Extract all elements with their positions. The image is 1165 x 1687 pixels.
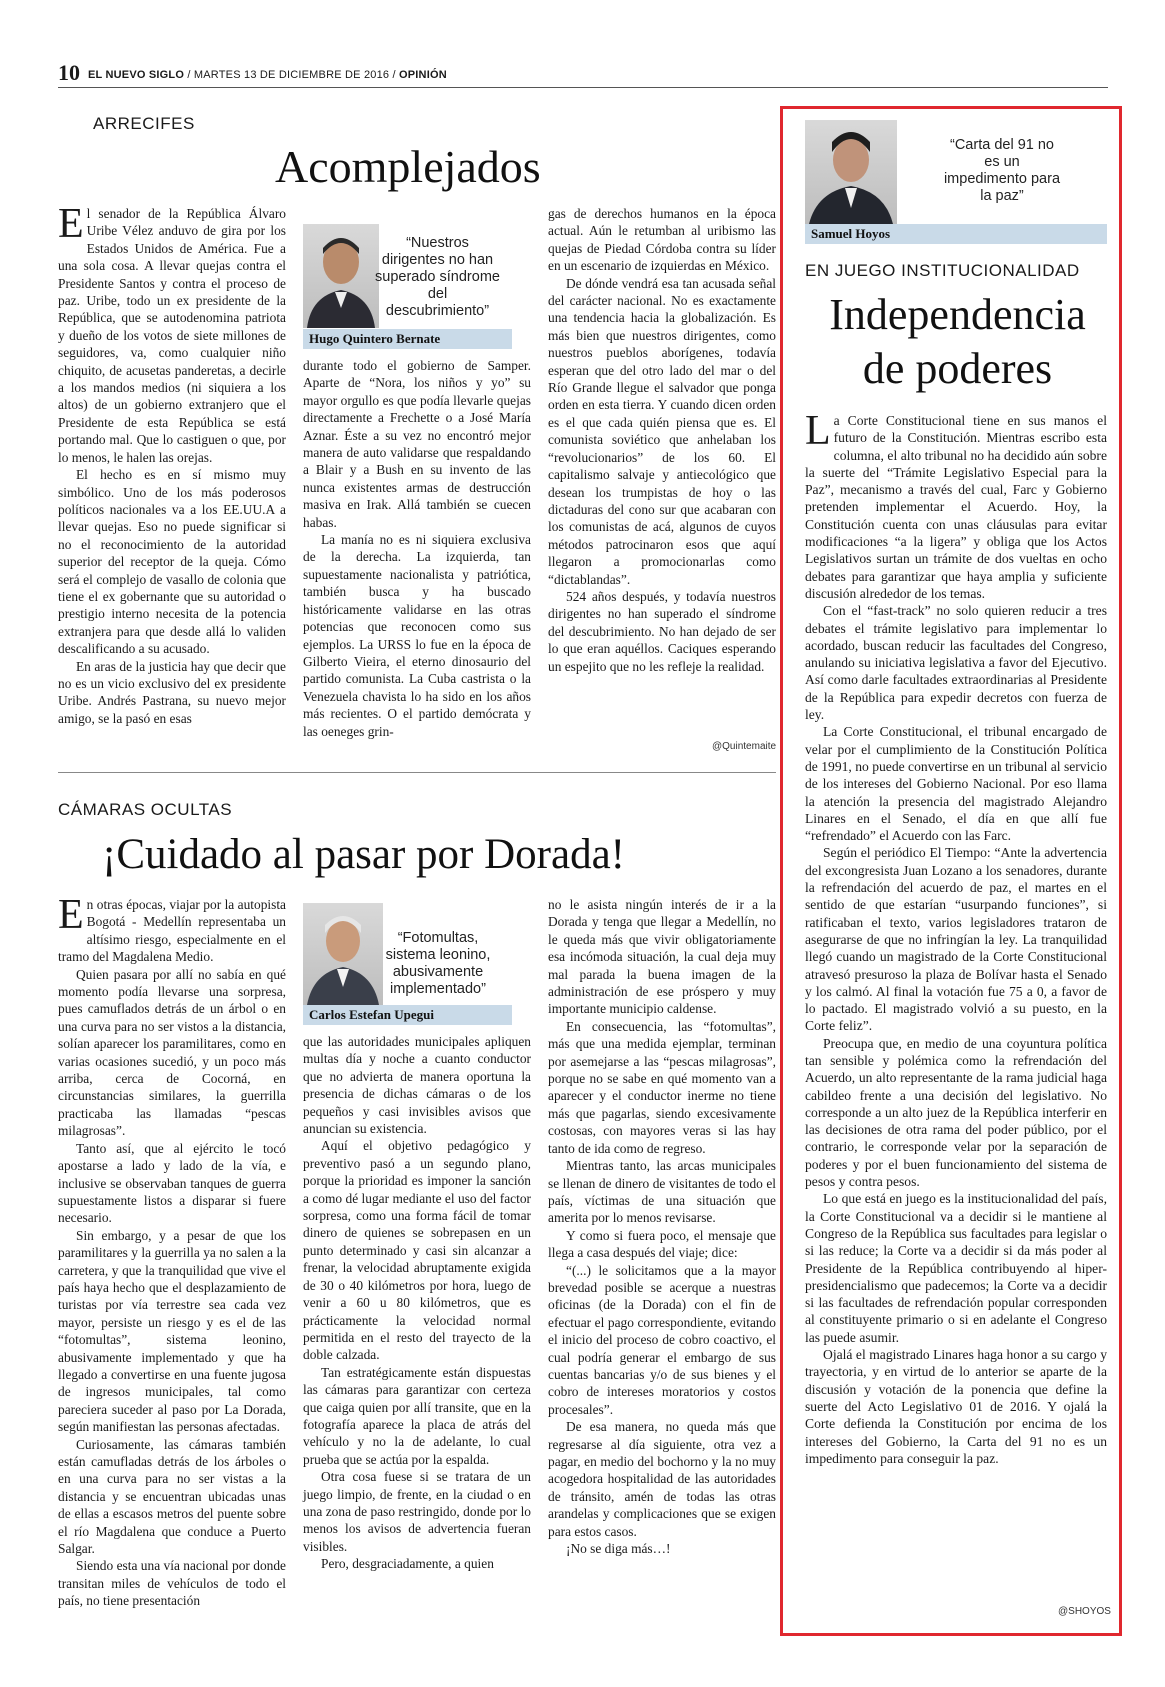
article3-author: Samuel Hoyos: [805, 224, 1107, 244]
paper-name: EL NUEVO SIGLO: [88, 69, 185, 81]
person-icon: [303, 903, 383, 1005]
page-number: 10: [58, 60, 80, 85]
masthead: [58, 60, 1108, 88]
article2-col3-p3: Y como si fuera poco, el mensaje que llega a casa después del viaje; dice:: [548, 1227, 776, 1261]
article2-col2-p2: Tan estratégicamente están dispuestas las cámaras para garantizar con certeza que caiga quien por allí transite, que en la fotografía aparece la placa de atrás del vehículo y no la de adelante, lo cual prueba que se actúa por la espalda.: [303, 1364, 531, 1467]
article2-col2-p0: que las autoridades municipales apliquen multas día y noche a cuanto conductor que no advierta de manera oportuna la presencia de dichas cámaras o de los pequeños y casi invisibles avisos que anuncian su existencia.: [303, 1034, 531, 1137]
article3-body: [805, 408, 1107, 1467]
article2-col3-p0: no le asista ningún interés de ir a la Dorada y tenga que llegar a Medellín, no le queda más que vivir obligatoriamente esa incómoda situación, la cual deja muy mal parada la buena imagen de la administración de ese próspero y muy importante municipio caldense.: [548, 897, 776, 1017]
person-icon: [805, 120, 897, 224]
divider: [58, 772, 776, 773]
article1-col3-p2: 524 años después, y todavía nuestros dirigentes no han superado el síndrome del descubrimiento. No han dejado de ser lo que eran aquéllos. Caciques esperando un espejito que no les refleje la realidad.: [548, 588, 776, 674]
article3-p6: Ojalá el magistrado Linares haga honor a su cargo y trayectoria, y en virtud de lo anterior se aparte de la discusión y votación de la ponencia que define la suerte del Acto Legislativo 01 de 2016. Y ojalá la Corte defienda la Constitución por encima de los intereses del Gobierno, la Carta del 91 no es un impedimento para conseguir la paz.: [805, 1347, 1107, 1466]
article2-pull-quote: “Fotomultas, sistema leonino, abusivamente implementado”: [385, 930, 491, 997]
article2-col1: [58, 892, 286, 1610]
article3-p5: Lo que está en juego es la institucionalidad del país, la Corte Constitucional va a decidir si le mantiene al Congreso de la República sus facultades para legislar o si las reduce; la Corte va a decidir si da más poder al Presidente de la República contribuyendo al hiper-presidencialismo que padecemos; la Corte va a decidir si las facultades de refrendación popular corresponden al constituyente primario o si en adelante el Congreso las puede asumir.: [805, 1191, 1107, 1345]
article1-col3-p1: De dónde vendrá esa tan acusada señal del carácter nacional. No es exactamente una tendencia hacia la globalización. Es más bien que nuestros dirigentes, como nuestros pueblos aborígenes, todavía esperan que del otro lado del mar o del Río Grande llegue el salvador que ponga orden en esta tierra. Y cuando dicen orden es el que cada quién piensa que es. El comunista soviético que anhelaban los “revolucionarios” de los 60. El capitalismo salvaje y antiecológico que desean los trumpistas de hoy o las dictaduras del cono sur que acabaran con los comunistas de acá, algunos de cuyos métodos patrocinaron esos que aquí llegaron a promocionarlas como “dictablandas”.: [548, 275, 776, 587]
article1-col1-p2: En aras de la justicia hay que decir que no es un vicio exclusivo del ex presidente Uribe. Andrés Pastrana, su nuevo mejor amigo, se la pasó en esas: [58, 658, 286, 726]
article3-title: [805, 288, 1110, 396]
article2-col1-p0: En otras épocas, viajar por la autopista Bogotá - Medellín representaba un altísimo riesgo, especialmente en el tramo del Magdalena Medio.: [58, 892, 286, 965]
article3-title-line2: de poderes: [862, 344, 1053, 393]
article3-p2: La Corte Constitucional, el tribunal encargado de velar por el cumplimiento de la Constitución Política de 1991, no puede convertirse en un tribunal al servicio de los intereses del Gobierno Nacional. Por eso llama la atención la presencia del magistrado Alejandro Linares en el Senado, el día en que allí fue “refrendado” el Acuerdo con las Farc.: [805, 724, 1107, 844]
article2-col1-p2: Tanto así, que al ejército le tocó apostarse a lado y lado de la vía, e inclusive se observaban tanques de guerra supuestamente listos a disparar si fuere necesario.: [58, 1140, 286, 1226]
article3-title-line1: Independencia: [829, 290, 1086, 339]
article1-col3: [548, 205, 776, 675]
article3-p1: Con el “fast-track” no solo quieren reducir a tres debates el trámite legislativo para implementar lo acordado, buscan reducir las facultades del Congreso, anulando su iniciativa legislativa a favor del Ejecutivo. Así como darle facultades extraordinarias al Presidente de la República para expedir decretos con fuerza de ley.: [805, 603, 1107, 723]
person-icon: [303, 224, 379, 328]
article1-col2-p1: La manía no es ni siquiera exclusiva de la derecha. La izquierda, tan supuestamente nacionalista y patriótica, también busca y ha buscado históricamente validarse en las otras potencias que reconocen como sus ejemplos. La URSS lo fue en la época de Gilberto Vieira, el eterno dinosaurio del partido comunista. La Cuba castrista o la Venezuela chavista lo ha sido en los años más recientes. O el partido demócrata y las oeneges grin-: [303, 532, 531, 739]
article1-col2-p0: durante todo el gobierno de Samper. Aparte de “Nora, los niños y yo” su mayor orgullo es que podía llevarle quejas directamente a Frechette o a José María Aznar. Éste a su vez no encontró mejor manera de auto validarse que respaldando a Blair y a Bush en su invento de las nunca existentes armas de destrucción masiva en Irak. Allá también se cuecen habas.: [303, 358, 531, 530]
article2-col3-p6: ¡No se diga más…!: [566, 1541, 671, 1557]
article2-col1-p1: Quien pasara por allí no sabía en qué momento podía llevarse una sorpresa, pues camuflados detrás de un árbol o en una curva para no ser vistos a la distancia, solían aparecer los paramilitares, como en varias ocasiones sucedió, y un poco más arriba, cerca de Cocorná, en circunstancias similares, la guerrilla practicaba las llamadas “pescas milagrosas”.: [58, 966, 286, 1139]
article2-col1-p4: Curiosamente, las cámaras también están camufladas detrás de los árboles o en una curva para no ser vistas a la distancia y se encuentran ubicadas unas de ellas a escasos metros del puente sobre el río Magdalena que conduce a Puerto Salgar.: [58, 1436, 286, 1557]
article2-col2-p1: Aquí el objetivo pedagógico y preventivo pasó a un segundo plano, porque la prioridad es imponer la sanción a como dé lugar mediante el uso del factor sorpresa, como una forma fácil de tomar dinero de quienes se sobrepasen en un punto determinado y casi sin alcanzar a frenar, la velocidad abruptamente exigida de 30 o 40 kilómetros por hora, luego de venir a 60 u 80 kilómetros, que es prácticamente la velocidad normal permitida en el resto del trayecto de la doble calzada.: [303, 1138, 531, 1363]
article1-col1-p1: El hecho es en sí mismo muy simbólico. Uno de los más poderosos políticos nacionales va a los EE.UU.A a llevar quejas. Eso no puede significar si no el reconocimiento de la autoridad superior del receptor de la queja. Cómo será el complejo de vasallo de colonia que tiene el ex gobernante que su autoridad o prestigio interno necesita de la potencia extranjera para que desde allá lo validen descalificando a su acusado.: [58, 467, 286, 657]
article1-handle: @Quintemaite: [712, 741, 777, 752]
article1-pull-quote: “Nuestros dirigentes no han superado síndrome del descubrimiento”: [375, 235, 500, 319]
article2-col2: [303, 1033, 531, 1573]
article1-title: Acomplejados: [275, 141, 541, 192]
article2-col3-p5: De esa manera, no queda más que regresarse al día siguiente, otra vez a pagar, en medio del bochorno y la no muy acogedora hospitalidad de las autoridades de tránsito, amén de todas las otras arandelas y complicaciones que se exigen para estos casos.: [548, 1419, 776, 1539]
article2-col2-p4: Pero, desgraciadamente, a quien: [321, 1556, 494, 1572]
article3-pull-quote: “Carta del 91 no es un impedimento para la paz”: [943, 137, 1061, 204]
article2-title: ¡Cuidado al pasar por Dorada!: [102, 831, 625, 878]
article1-col3-p0: gas de derechos humanos en la época actual. Aún le retumban al uribismo las quejas de Piedad Córdoba contra su líder en un escenario de izquierdas en México.: [548, 206, 776, 274]
article2-col3-p2: Mientras tanto, las arcas municipales se llenan de dinero de visitantes de todo el país, víctimas de una situación que amerita por lo menos revisarse.: [548, 1158, 776, 1226]
article2-section: CÁMARAS OCULTAS: [58, 800, 233, 819]
article1-col2: [303, 357, 531, 740]
article2-col2-p3: Otra cosa fuese si se tratara de un juego limpio, de frente, en la ciudad o en una zona de paso restringido, donde por lo menos los avisos de advertencia fueran visibles.: [303, 1469, 531, 1554]
masthead-line: EL NUEVO SIGLO / MARTES 13 DE DICIEMBRE DE 2016 / OPINIÓN: [88, 69, 447, 81]
article3-p3: Según el periódico El Tiempo: “Ante la advertencia del excongresista Juan Lozano a los senadores, durante la refrendación del acuerdo de paz, el martes en el sentido de que estarían “usurpando funciones”, si ratificaban el texto, varios legisladores trataron de asegurarse de que no infringían la ley. La tranquilidad llegó cuando un magistrado de la Corte Constitucional atravesó presuroso la plaza de Bolívar hasta el Senado y los calmó. Al final la votación fue 75 a 0, a favor de lo pactado. El magistrado volvió a su puesto, en la Corte feliz”.: [805, 845, 1107, 1034]
article2-col3: [548, 896, 776, 1557]
author-photo-hugo: [303, 224, 379, 328]
article2-col1-p5: Siendo esta una vía nacional por donde transitan miles de vehículos de todo el país, no tiene presentación: [58, 1558, 286, 1609]
article3-p0: La Corte Constitucional tiene en sus manos el futuro de la Constitución. Mientras escribo esta columna, el alto tribunal no ha decidido aún sobre la suerte del “Trámite Legislativo Especial para la Paz”, mecanismo a través del cual, Farc y Gobierno pretenden implementar el Acuerdo. Hoy, la Constitución cuenta con unas cláusulas para evitar modificaciones “a la ligera” y obliga que los Actos Legislativos surtan un trámite de dos vueltas en ocho debates para garantizar que haya amplia y suficiente discusión alrededor de los temas.: [805, 408, 1107, 601]
article2-col3-p1: En consecuencia, las “fotomultas”, más que una medida ejemplar, terminan por asemejarse a las “pescas milagrosas”, porque no se sabe en qué momento van a aparecer y el conductor inerme no tiene más que pagarlas, siendo excesivamente costosas, con mayores veras si las hay tanto de ida como de regreso.: [548, 1018, 776, 1156]
author-photo-carlos: [303, 903, 383, 1005]
article3-section: EN JUEGO INSTITUCIONALIDAD: [805, 261, 1080, 280]
article1-section: ARRECIFES: [93, 114, 195, 133]
article2-col3-p4: “(...) le solicitamos que a la mayor brevedad posible se acerque a nuestras oficinas (de la Dorada) con el fin de efectuar el pago correspondiente, evitando el inicio del proceso de cobro coactivo, el cual podría generar el embargo de sus cuentas bancarias y/o de sus bienes y el cobro de intereses moratorios y costos procesales”.: [548, 1262, 776, 1417]
article3-p4: Preocupa que, en medio de una coyuntura política tan sensible y polémica como la refrendación del Acuerdo, un alto representante de la rama judicial haga cabildeo frente a una decisión del legislativo. No corresponde a un alto juez de la República interferir en las decisiones de otra rama del poder público, por el contrario, le corresponde velar por la separación de poderes y por el buen funcionamiento del sistema de pesos y contra pesos.: [805, 1035, 1107, 1190]
article2-col1-p3: Sin embargo, y a pesar de que los paramilitares y la guerrilla ya no salen a la carretera, y que la tranquilidad que vive el país haya hecho que el desplazamiento de turistas por vía terrestre sea cada vez mayor, persiste un riesgo y es el de las “fotomultas”, sistema leonino, abusivamente implementado y que ha llegado a convertirse en una fuente jugosa de ingresos municipales, tal como pareciera suceder al paso por La Dorada, según manifiestan las personas afectadas.: [58, 1227, 286, 1435]
section-name: OPINIÓN: [399, 69, 447, 81]
article1-col1: [58, 201, 286, 727]
issue-date: MARTES 13 DE DICIEMBRE DE 2016: [193, 69, 390, 81]
article1-col1-p0: El senador de la República Álvaro Uribe Vélez anduvo de gira por los Estados Unidos de América. Fue a una sola cosa. A llevar quejas contra el Presidente Santos y contra el proceso de paz. Uribe, todo un ex presidente de la República, que se autodenomina patriota y dueño de los votos de siete millones de seguidores, va, como cualquier niño chiquito, de acusetas panderetas, a decirle a los mandos medios (ni siquiera a los altos) de un gobierno extranjero que el Presidente de esta República se está portando mal. Que lo castiguen o que, por lo menos, le halen las orejas.: [58, 201, 286, 465]
article1-author: Hugo Quintero Bernate: [303, 329, 512, 349]
article2-author: Carlos Estefan Upegui: [303, 1005, 512, 1025]
author-photo-samuel: [805, 120, 897, 224]
article3-handle: @SHOYOS: [1058, 1606, 1111, 1617]
